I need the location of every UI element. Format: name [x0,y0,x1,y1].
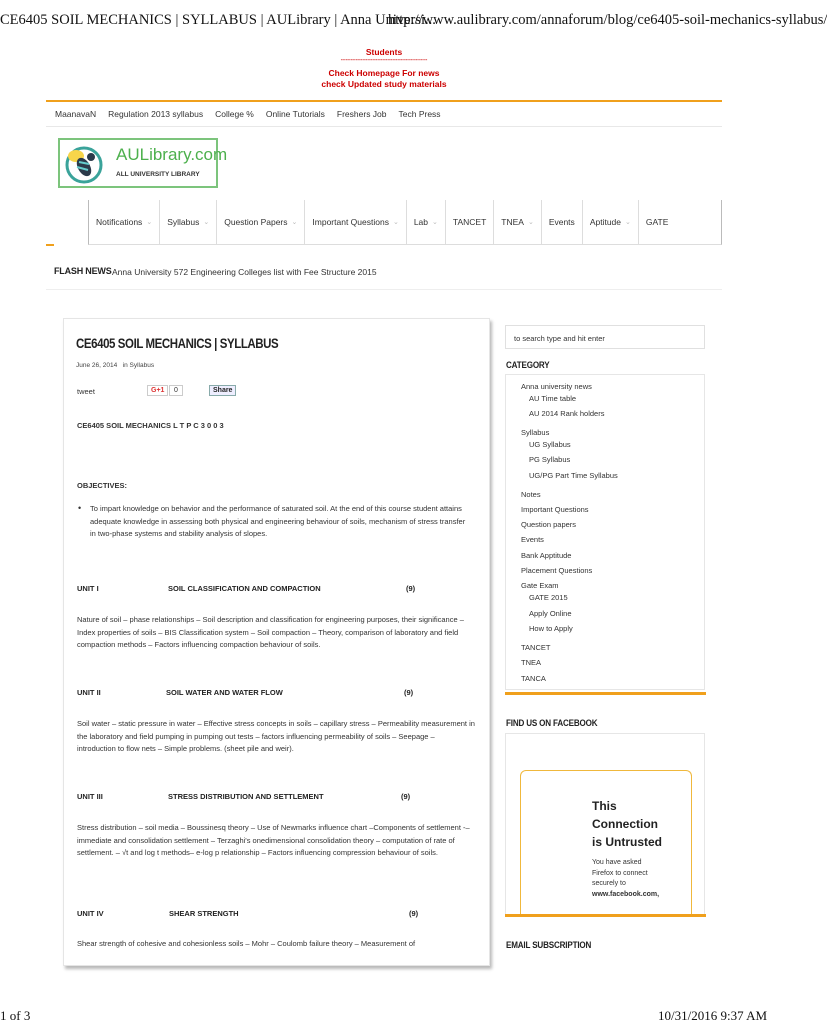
course-code: CE6405 SOIL MECHANICS L T P C 3 0 0 3 [77,421,224,430]
unit-1-title: SOIL CLASSIFICATION AND COMPACTION [168,584,321,593]
notice-divider: ---------------------------------------------------- [340,57,428,63]
menu-label: Important Questions [312,217,389,227]
unit-3-text: Stress distribution – soil media – Boussinesq theory – Use of Newmarks influence chart –Components of settlement -– immediate and consolidation settlement – Terzaghi's onedimensional consolidation theory – computation of rate of settlement. – √t and log t methods– e-log p relationship – Factors influencing compression behaviour of soils. [77,823,470,857]
top-nav-regulation[interactable]: Regulation 2013 syllabus [108,109,204,119]
category-item[interactable]: Important Questions [521,505,589,514]
print-header [0,12,827,29]
category-item[interactable]: AU 2014 Rank holders [529,409,605,418]
objectives-text: To impart knowledge on behavior and the performance of saturated soil. At the end of this course student attains adequate knowledge in assessing both physical and engineering behaviour of soils, mechanism of stress transfer in two-phase systems and stability analysis of slopes. [90,504,466,538]
top-nav-maanavan[interactable]: MaanavaN [55,109,97,119]
menu-label: Notifications [96,217,143,227]
notice-study-materials-link[interactable]: check Updated study materials [321,79,447,89]
flash-news-link[interactable]: Anna University 572 Engineering Colleges list with Fee Structure 2015 [112,267,377,277]
article-title: CE6405 SOIL MECHANICS | SYLLABUS [76,335,279,351]
chevron-down-icon: ⌄ [203,219,210,226]
unit-4-hours: (9) [409,909,419,918]
facebook-heading: FIND US ON FACEBOOK [506,718,598,729]
category-item[interactable]: PG Syllabus [529,455,571,464]
flash-news-label: FLASH NEWS [54,266,112,276]
gplus-count: 0 [169,385,183,396]
menu-notifications[interactable] [89,200,160,244]
chevron-down-icon: ⌄ [432,219,438,226]
fb-error-title-3: is Untrusted [592,835,663,849]
unit-4-label: UNIT IV [77,909,104,918]
print-datetime: 10/31/2016 9:37 AM [658,1008,768,1023]
logo-tagline: ALL UNIVERSITY LIBRARY [116,171,200,178]
unit-2-label: UNIT II [77,688,101,697]
menu-tancet[interactable] [446,200,494,244]
menu-events[interactable] [542,200,583,244]
logo-name: AULibrary.com [116,145,228,164]
category-item[interactable]: AU Time table [529,394,577,403]
article-meta [76,362,154,369]
category-item[interactable]: How to Apply [529,624,573,633]
category-accent [505,692,706,695]
unit-3-label: UNIT III [77,792,103,801]
menu-syllabus[interactable] [160,200,217,244]
category-heading: CATEGORY [506,360,550,371]
chevron-down-icon: ⌄ [291,219,298,226]
email-subscription-heading: EMAIL SUBSCRIPTION [506,940,592,951]
chevron-down-icon: ⌄ [146,219,153,226]
bullet-icon: • [78,503,82,513]
article-category-link[interactable]: Syllabus [129,362,155,369]
category-item[interactable]: GATE 2015 [529,593,568,602]
flash-divider [46,289,722,290]
notice-students: Students [365,47,403,57]
unit-1-text: Nature of soil – phase relationships – Soil description and classification for engineering purposes, their significance – Index properties of soils – BIS Classification system – Soil compaction – Theory, comparison of laboratory and field compaction methods – Factors influencing compaction behaviour of soils. [77,615,464,649]
category-item[interactable]: TANCET [521,643,551,652]
category-item[interactable]: Question papers [521,520,577,529]
category-item[interactable]: Notes [521,490,541,499]
site-logo[interactable] [58,138,228,188]
fb-error-text-1: You have asked [592,859,642,866]
objectives-heading: OBJECTIVES: [77,481,128,490]
menu-label: Events [548,217,575,227]
tweet-button[interactable]: tweet [77,387,95,396]
fb-error-title-1: This [592,799,617,813]
menu-gate[interactable] [639,200,676,244]
article-date: June 26, 2014 [76,362,118,369]
search-input[interactable]: to search type and hit enter [505,325,705,349]
fb-error-text [592,858,659,900]
gplus-button[interactable]: G+1 [147,385,168,396]
unit-4-title: SHEAR STRENGTH [169,909,239,918]
menu-label: Aptitude [589,217,622,227]
menu-label: Syllabus [167,217,200,227]
chevron-down-icon: ⌄ [392,219,399,226]
unit-2-text: Soil water – static pressure in water – Effective stress concepts in soils – capillary stress – Permeability measurement in the laboratory and field pumping in pumping out tests – factors influencing permeability of soils – Seepage – introduction to flow nets – Simple problems. (sheet pile and weir). [77,719,475,753]
unit-1-label: UNIT I [77,584,99,593]
fb-error-text-3: securely to [592,880,626,887]
fb-error-title [592,797,662,851]
bee-logo-icon [64,144,106,184]
menu-label: Question Papers [224,217,288,227]
category-item[interactable]: TANCA [521,674,546,683]
category-item[interactable]: TNEA [521,658,542,667]
menu-important-questions[interactable] [305,200,406,244]
menu-question-papers[interactable] [217,200,305,244]
main-menu [88,200,722,245]
nav-divider [46,126,722,127]
unit-2-title: SOIL WATER AND WATER FLOW [166,688,283,697]
category-item[interactable]: Syllabus [521,428,550,437]
top-nav-techpress[interactable]: Tech Press [398,109,441,119]
menu-label: GATE [645,217,669,227]
top-nav-college[interactable]: College % [215,109,254,119]
top-divider [46,100,722,102]
chevron-down-icon: ⌄ [625,219,631,226]
top-nav-freshers[interactable]: Freshers Job [336,109,387,119]
menu-label: Lab [413,217,429,227]
menu-aptitude[interactable] [583,200,639,244]
category-item[interactable]: Bank Apptitude [521,551,572,560]
menu-label: TNEA [501,217,524,227]
category-item[interactable]: Apply Online [529,609,572,618]
category-item[interactable]: Events [521,535,544,544]
menu-accent [46,244,54,246]
unit-1-hours: (9) [406,584,416,593]
unit-3-hours: (9) [401,792,411,801]
unit-2-hours: (9) [404,688,414,697]
print-page-number: 1 of 3 [0,1008,31,1023]
facebook-accent [505,914,706,917]
category-item[interactable]: Placement Questions [521,566,593,575]
menu-lab[interactable] [407,200,446,244]
share-button[interactable]: Share [209,385,236,396]
fb-error-text-2: Firefox to connect [592,869,648,877]
category-item[interactable]: UG/PG Part Time Syllabus [529,471,618,480]
menu-tnea[interactable] [494,200,542,244]
category-item[interactable]: UG Syllabus [529,440,571,449]
menu-label: TANCET [452,217,487,227]
category-item[interactable]: Anna university news [521,382,592,391]
chevron-down-icon: ⌄ [527,219,534,226]
article-category-prefix: in [122,362,128,369]
unit-4-text: Shear strength of cohesive and cohesionless soils – Mohr – Coulomb failure theory – Measurement of [77,939,416,948]
print-url: http://www.aulibrary.com/annaforum/blog/ce6405-soil-mechanics-syllabus/ [388,12,827,28]
unit-3-title: STRESS DISTRIBUTION AND SETTLEMENT [168,792,324,801]
top-nav [55,109,441,119]
notice-homepage-link[interactable]: Check Homepage For news [328,68,440,78]
print-title: CE6405 SOIL MECHANICS | SYLLABUS | AULibrary | Anna Universi... [0,12,436,28]
category-item[interactable]: Gate Exam [521,581,559,590]
top-nav-tutorials[interactable]: Online Tutorials [265,109,325,119]
fb-error-text-4: www.facebook.com, [592,890,660,898]
fb-error-title-2: Connection [592,817,658,831]
